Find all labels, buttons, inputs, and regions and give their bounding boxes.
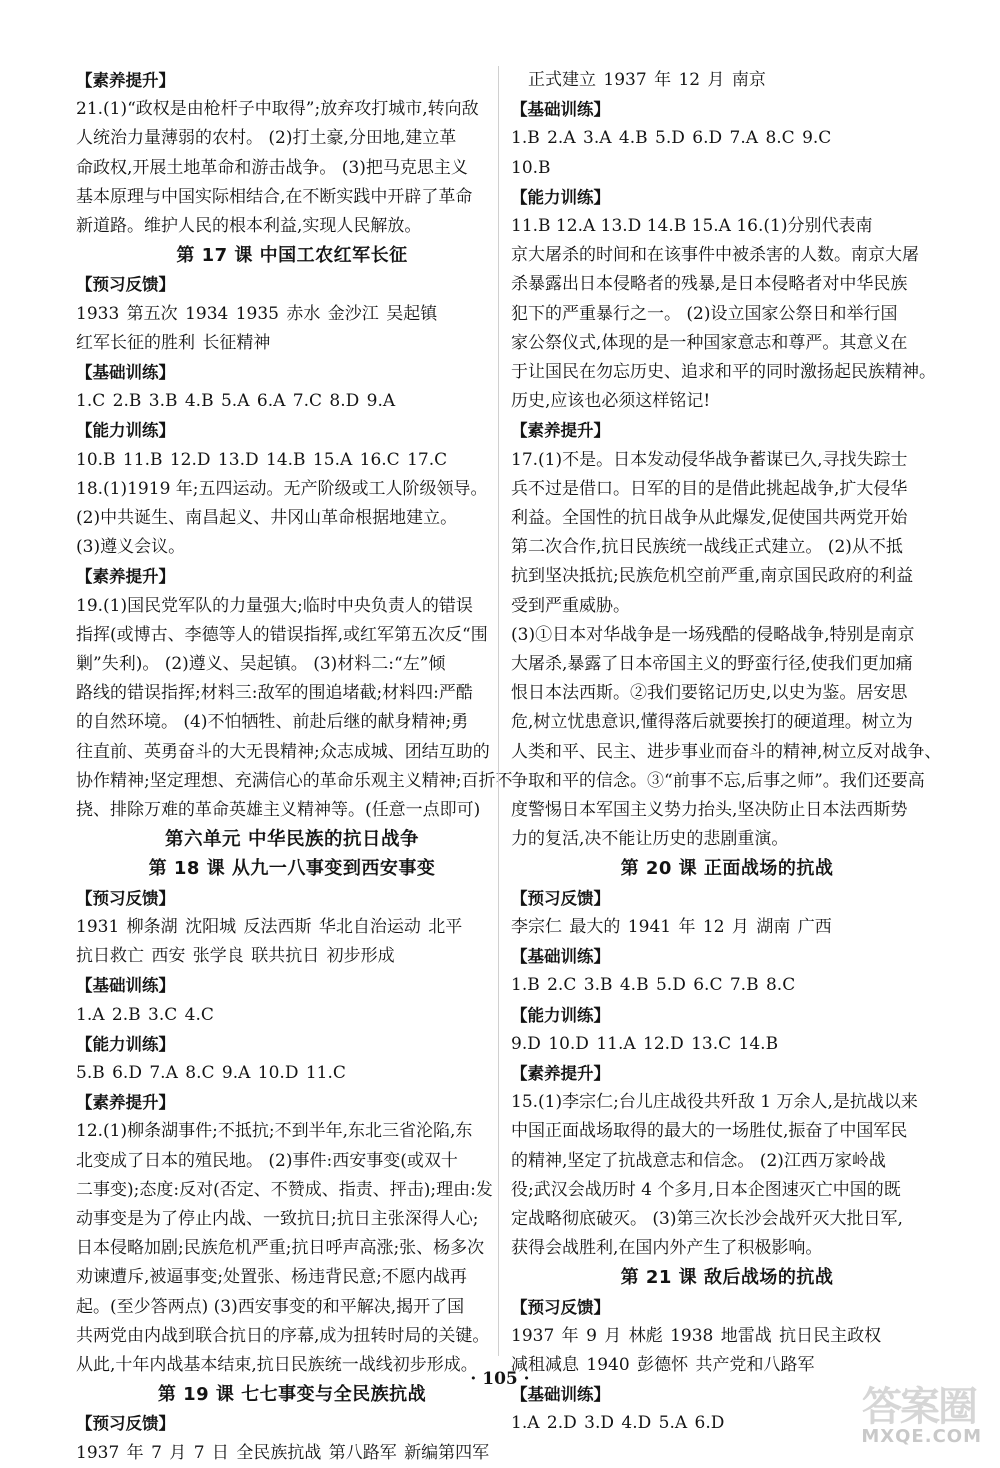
answer-list: 1.B 2.A 3.A 4.B 5.D 6.D 7.A 8.C 9.C [511, 128, 832, 149]
section-heading: 【能力训练】 [511, 187, 610, 207]
answer-text: 抗到坚决抵抗;民族危机空前严重,南京国民政府的利益 [511, 566, 914, 587]
answer-text: 役;武汉会战历时 4 个多月,日本企图速灭亡中国的既 [511, 1179, 901, 1200]
lesson-title: 第 21 课 敌后战场的抗战 [620, 1267, 834, 1289]
answer-text: 11.B 12.A 13.D 14.B 15.A 16.(1)分别代表南 [511, 216, 873, 237]
answer-list: 1.A 2.D 3.D 4.D 5.A 6.D [511, 1413, 725, 1434]
answer-text: 协作精神;坚定理想、充满信心的革命乐观主义精神;百折不 [76, 770, 513, 791]
answer-text: 人类和平、民主、进步事业而奋斗的精神,树立反对战争、 [511, 741, 942, 762]
answer-text: 命政权,开展土地革命和游击战争。 (3)把马克思主义 [76, 157, 468, 178]
answer-text: 抗日救亡 西安 张学良 联共抗日 初步形成 [76, 946, 395, 967]
watermark-logo: 答案圈 [862, 1384, 976, 1430]
answer-text: 15.(1)李宗仁;台儿庄战役共歼敌 1 万余人,是抗战以来 [511, 1092, 918, 1113]
answer-text: (3)①日本对华战争是一场残酷的侵略战争,特别是南京 [511, 624, 915, 645]
answer-list: 9.D 10.D 11.A 12.D 13.C 14.B [511, 1033, 779, 1054]
answer-text: 家公祭仪式,体现的是一种国家意志和尊严。其意义在 [511, 332, 908, 353]
answer-text: 二事变);态度:反对(否定、不赞成、指责、抨击);理由:发 [76, 1179, 493, 1200]
answer-text: 利益。全国性的抗日战争从此爆发,促使国共两党开始 [511, 508, 908, 529]
right-column [511, 66, 943, 1439]
answer-text: 挠、排除万难的革命英雄主义精神等。(任意一点即可) [76, 800, 481, 821]
section-heading: 【基础训练】 [511, 1385, 610, 1405]
lesson-title: 第 20 课 正面战场的抗战 [620, 858, 834, 880]
section-heading: 【素养提升】 [76, 1093, 175, 1113]
unit-title: 第六单元 中华民族的抗日战争 [165, 829, 419, 851]
lesson-title: 第 17 课 中国工农红军长征 [176, 245, 408, 267]
section-heading: 【素养提升】 [76, 567, 175, 587]
answer-list: 1.C 2.B 3.B 4.B 5.A 6.A 7.C 8.D 9.A [76, 391, 396, 412]
section-heading: 【能力训练】 [76, 1034, 175, 1054]
answer-text: 红军长征的胜利 长征精神 [76, 332, 271, 353]
answer-text: 1931 柳条湖 沈阳城 反法西斯 华北自治运动 北平 [76, 916, 463, 937]
lesson-title: 第 19 课 七七事变与全民族抗战 [157, 1384, 427, 1406]
answer-text: 于让国民在勿忘历史、追求和平的同时激扬起民族精神。 [511, 362, 936, 383]
answer-list: 1.B 2.C 3.B 4.B 5.D 6.C 7.B 8.C [511, 975, 796, 996]
page-number: · 105 · [470, 1369, 530, 1389]
answer-text: (2)中共诞生、南昌起义、井冈山革命根据地建立。 [76, 508, 458, 529]
answer-text: 中国正面战场取得的最大的一场胜仗,振奋了中国军民 [511, 1121, 908, 1142]
answer-text: 日本侵略加剧;民族危机严重;抗日呼声高涨;张、杨多次 [76, 1238, 485, 1259]
answer-text: 从此,十年内战基本结束,抗日民族统一战线初步形成。 [76, 1354, 478, 1375]
answer-text: 减租减息 1940 彭德怀 共产党和八路军 [511, 1354, 815, 1375]
section-heading: 【能力训练】 [511, 1005, 610, 1025]
answer-text: 的自然环境。 (4)不怕牺牲、前赴后继的献身精神;勇 [76, 712, 469, 733]
answer-text: 起。(至少答两点) (3)西安事变的和平解决,揭开了国 [76, 1296, 465, 1317]
answer-text: 指挥(或博古、李德等人的错误指挥,或红军第五次反“围 [76, 624, 488, 645]
answer-text: 李宗仁 最大的 1941 年 12 月 湖南 广西 [511, 916, 832, 937]
answer-text: 19.(1)国民党军队的力量强大;临时中央负责人的错误 [76, 595, 473, 616]
section-heading: 【预习反馈】 [511, 1297, 610, 1317]
answer-text: 新道路。维护人民的根本利益,实现人民解放。 [76, 216, 422, 237]
answer-text: 受到严重威胁。 [511, 595, 630, 616]
answer-text: 剿”失利)。 (2)遵义、吴起镇。 (3)材料二:“左”倾 [76, 654, 446, 675]
answer-text: 兵不过是借口。日军的目的是借此挑起战争,扩大侵华 [511, 478, 908, 499]
section-heading: 【基础训练】 [511, 947, 610, 967]
watermark-text: MXQE.COM [861, 1426, 982, 1447]
answer-text: 1933 第五次 1934 1935 赤水 金沙江 吴起镇 [76, 303, 438, 324]
section-heading: 【素养提升】 [511, 1063, 610, 1083]
answer-text: 度警惕日本军国主义势力抬头,坚决防止日本法西斯势 [511, 800, 908, 821]
section-heading: 【基础训练】 [511, 100, 610, 120]
answer-text: 历史,应该也必须这样铭记! [511, 391, 711, 412]
section-heading: 【预习反馈】 [511, 888, 610, 908]
answer-text: 第二次合作,抗日民族统一战线正式建立。 (2)从不抵 [511, 537, 903, 558]
answer-text: 1937 年 9 月 林彪 1938 地雷战 抗日民主政权 [511, 1325, 882, 1346]
section-heading: 【素养提升】 [511, 421, 610, 441]
answer-text: 基本原理与中国实际相结合,在不断实践中开辟了革命 [76, 186, 473, 207]
answer-text: 京大屠杀的时间和在该事件中被杀害的人数。南京大屠 [511, 245, 919, 266]
answer-text: 犯下的严重暴行之一。 (2)设立国家公祭日和举行国 [511, 303, 898, 324]
answer-text: 力的复活,决不能让历史的悲剧重演。 [511, 829, 789, 850]
answer-text: 路线的错误指挥;材料三:敌军的围追堵截;材料四:严酷 [76, 683, 473, 704]
answer-text: 动事变是为了停止内战、一致抗日;抗日主张深得人心; [76, 1208, 479, 1229]
section-heading: 【基础训练】 [76, 976, 175, 996]
watermark [842, 1375, 982, 1447]
answer-text: 杀暴露出日本侵略者的残暴,是日本侵略者对中华民族 [511, 274, 908, 295]
answer-text: 人统治力量薄弱的农村。 (2)打土豪,分田地,建立革 [76, 128, 457, 149]
answer-list: 5.B 6.D 7.A 8.C 9.A 10.D 11.C [76, 1062, 346, 1083]
answer-text: 17.(1)不是。日本发动侵华战争蓄谋已久,寻找失踪士 [511, 449, 908, 470]
answer-text: (3)遵义会议。 [76, 537, 186, 558]
answer-text: 往直前、英勇奋斗的大无畏精神;众志成城、团结互助的 [76, 741, 490, 762]
answer-text: 恨日本法西斯。②我们要铭记历史,以史为鉴。居安思 [511, 683, 908, 704]
section-heading: 【预习反馈】 [76, 275, 175, 295]
section-heading: 【素养提升】 [76, 71, 175, 90]
answer-text: 争取和平的信念。③“前事不忘,后事之师”。我们还要高 [511, 770, 925, 791]
answer-text: 18.(1)1919 年;五四运动。无产阶级或工人阶级领导。 [76, 478, 488, 499]
answer-text: 定战略彻底破灭。 (3)第三次长沙会战歼灭大批日军, [511, 1208, 903, 1229]
answer-list: 10.B [511, 157, 551, 178]
answer-text: 劝谏遭斥,被逼事变;处置张、杨违背民意;不愿内战再 [76, 1267, 467, 1288]
section-heading: 【预习反馈】 [76, 1414, 175, 1434]
answer-text: 12.(1)柳条湖事件;不抵抗;不到半年,东北三省沦陷,东 [76, 1121, 473, 1142]
lesson-title: 第 18 课 从九一八事变到西安事变 [148, 858, 436, 880]
answer-list: 1.A 2.B 3.C 4.C [76, 1004, 214, 1025]
left-column [76, 66, 513, 1468]
section-heading: 【基础训练】 [76, 363, 175, 383]
answer-text: 1937 年 7 月 7 日 全民族抗战 第八路军 新编第四军 [76, 1442, 490, 1463]
answer-text: 的精神,坚定了抗战意志和信念。 (2)江西万家岭战 [511, 1150, 886, 1171]
answer-text: 获得会战胜利,在国内外产生了积极影响。 [511, 1238, 823, 1259]
column-divider [498, 66, 499, 1356]
answer-text: 正式建立 1937 年 12 月 南京 [528, 70, 766, 90]
answer-list: 10.B 11.B 12.D 13.D 14.B 15.A 16.C 17.C [76, 449, 448, 470]
answer-text: 大屠杀,暴露了日本帝国主义的野蛮行径,使我们更加痛 [511, 654, 913, 675]
answer-text: 21.(1)“政权是由枪杆子中取得”;放弃攻打城市,转向敌 [76, 99, 479, 120]
answer-text: 共两党由内战到联合抗日的序幕,成为扭转时局的关键。 [76, 1325, 490, 1346]
answer-text: 危,树立忧患意识,懂得落后就要挨打的硬道理。树立为 [511, 712, 913, 733]
section-heading: 【预习反馈】 [76, 888, 175, 908]
section-heading: 【能力训练】 [76, 421, 175, 441]
answer-text: 北变成了日本的殖民地。 (2)事件:西安事变(或双十 [76, 1150, 458, 1171]
